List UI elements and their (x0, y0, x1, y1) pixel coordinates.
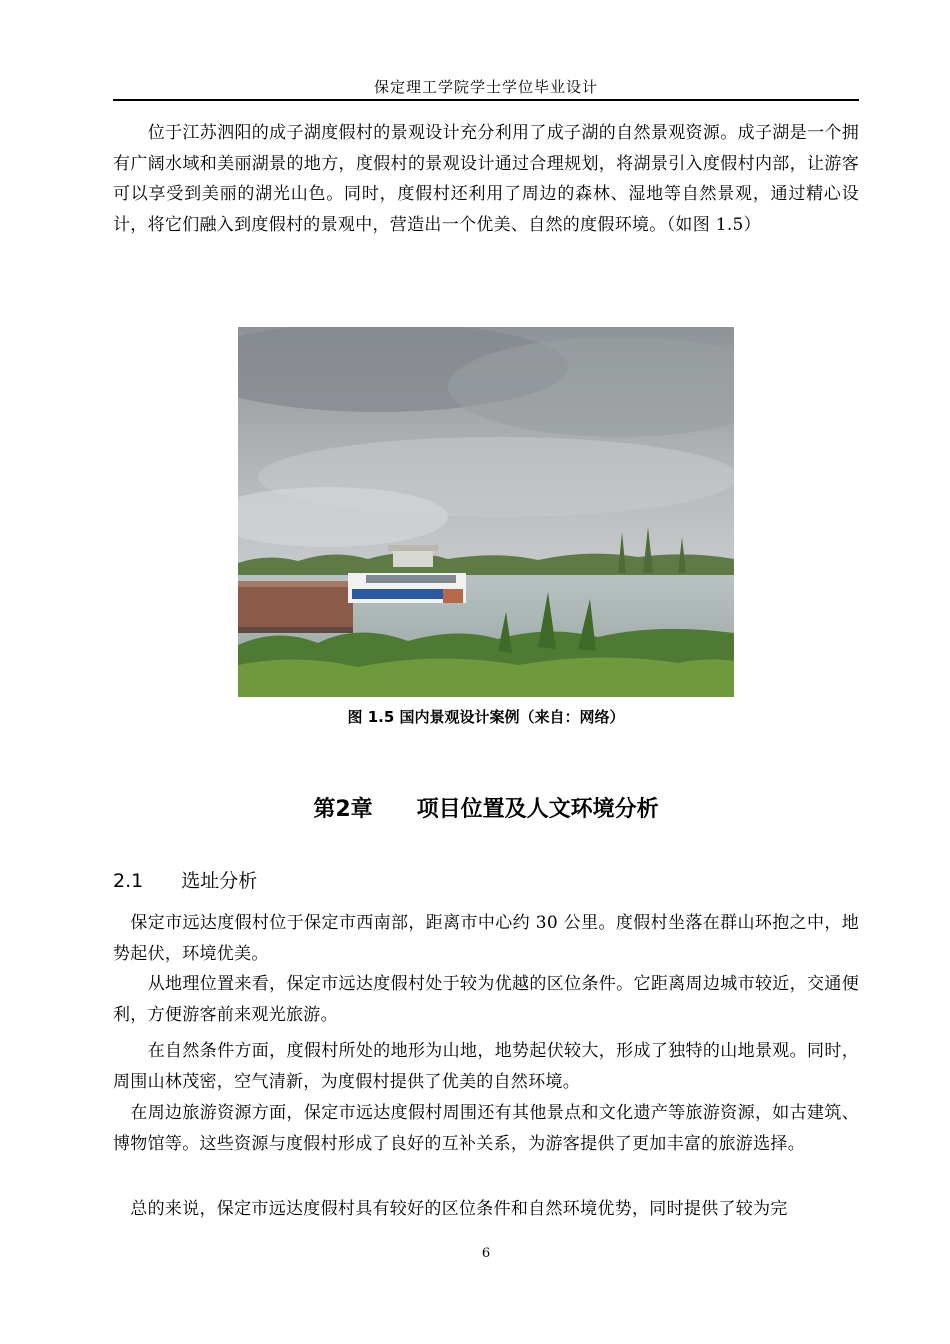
figure-caption: 图 1.5 国内景观设计案例（来自：网络） (347, 708, 625, 726)
section-paragraph: 在周边旅游资源方面，保定市远达度假村周围还有其他景点和文化遗产等旅游资源，如古建筑、博物馆等。这些资源与度假村形成了良好的互补关系，为游客提供了更加丰富的旅游选择。 (113, 1103, 859, 1154)
page-header: 保定理工学院学士学位毕业设计 (373, 78, 598, 96)
pavilion (393, 549, 433, 567)
section-paragraph: 总的来说，保定市远达度假村具有较好的区位条件和自然环境优势，同时提供了较为完 (113, 1199, 788, 1219)
section-heading: 2.1 选址分析 (113, 870, 258, 892)
wooden-pier (238, 581, 353, 627)
lake-resort-photo (238, 327, 734, 697)
page-number: 6 (481, 1246, 491, 1261)
header-divider (113, 99, 859, 101)
intro-paragraph: 位于江苏泗阳的成子湖度假村的景观设计充分利用了成子湖的自然景观资源。成子湖是一个拥有广阔水域和美丽湖景的地方，度假村的景观设计通过合理规划，将湖景引入度假村内部，让游客可以享受到美丽的湖光山色。同时，度假村还利用了周边的森林、湿地等自然景观，通过精心设计，将它们融入到度假村的景观中，营造出一个优美、自然的度假环境。（如图 1.5） (113, 123, 859, 235)
photo-illustration (238, 327, 734, 697)
section-paragraph: 在自然条件方面，度假村所处的地形为山地，地势起伏较大，形成了独特的山地景观。同时，周围山林茂密，空气清新，为度假村提供了优美的自然环境。 (113, 1041, 859, 1092)
chapter-title: 第2章 项目位置及人文环境分析 (313, 797, 659, 822)
section-paragraph: 保定市远达度假村位于保定市西南部，距离市中心约 30 公里。度假村坐落在群山环抱之中，地势起伏，环境优美。 (113, 913, 859, 964)
section-paragraph: 从地理位置来看，保定市远达度假村处于较为优越的区位条件。它距离周边城市较近，交通便利，方便游客前来观光旅游。 (113, 974, 859, 1025)
